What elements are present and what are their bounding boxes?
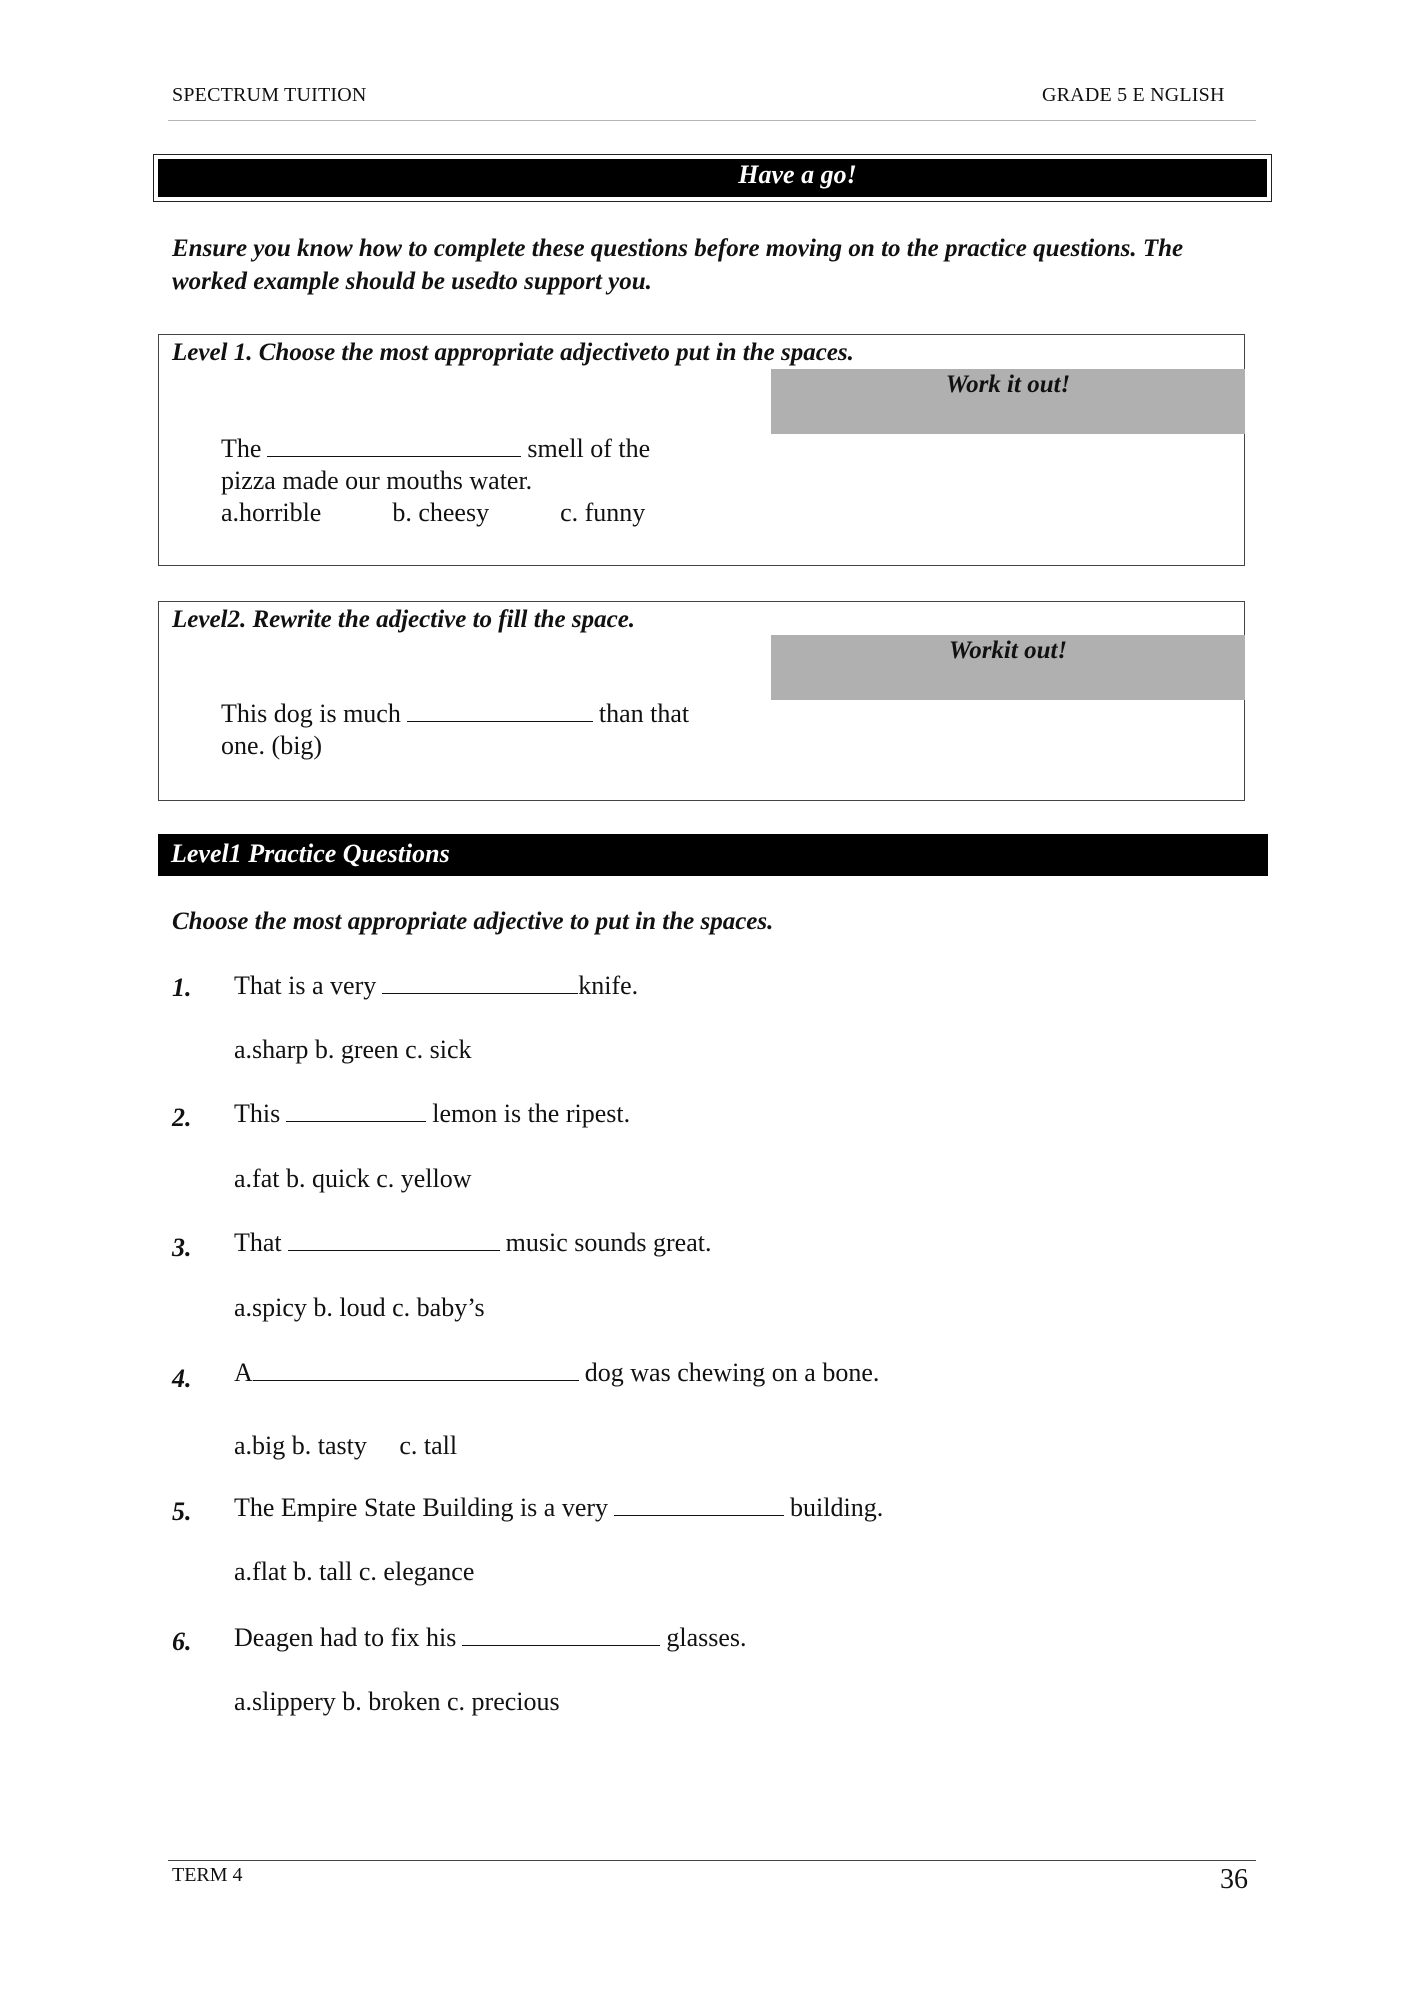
header-right-title: GRADE 5 E NGLISH — [1042, 84, 1225, 106]
answer-blank[interactable] — [382, 971, 578, 994]
question-after-text: lemon is the ripest. — [432, 1099, 631, 1128]
practice-instruction: Choose the most appropriate adjective to put in the spaces. — [172, 908, 774, 935]
level1-option-b: b. cheesy — [392, 498, 490, 527]
question-sentence — [234, 970, 638, 1002]
question-after-text: dog was chewing on a bone. — [584, 1358, 880, 1387]
level2-box-title: Level2. Rewrite the adjective to fill the space. — [172, 606, 636, 633]
question-number: 3. — [172, 1233, 192, 1262]
question-before-text: Deagen had to fix his — [234, 1623, 457, 1652]
question-after-text: music sounds great. — [505, 1228, 712, 1257]
question-options: a.sharp b. green c. sick — [234, 1035, 472, 1064]
question-number: 4. — [172, 1364, 192, 1393]
question-options: a.flat b. tall c. elegance — [234, 1557, 475, 1586]
question-sentence — [234, 1098, 630, 1130]
practice-section-banner — [158, 834, 1268, 876]
page-number: 36 — [1220, 1864, 1248, 1895]
have-a-go-banner — [153, 154, 1272, 202]
work-it-out-panel — [771, 635, 1245, 700]
question-options: a.fat b. quick c. yellow — [234, 1164, 472, 1193]
intro-text: Ensure you know how to complete these questions before moving on to the practice questions. The worked example should be usedto support you. — [172, 235, 1184, 295]
question-number: 6. — [172, 1627, 192, 1656]
question-after-text: building. — [790, 1493, 884, 1522]
level1-option-a: a.horrible — [221, 498, 322, 527]
question-sentence — [234, 1227, 711, 1259]
answer-blank[interactable] — [267, 434, 521, 457]
footer-divider — [168, 1860, 1256, 1861]
question-number: 5. — [172, 1497, 192, 1526]
question-number: 2. — [172, 1103, 192, 1132]
answer-blank[interactable] — [288, 1228, 500, 1251]
question-before-text: The Empire State Building is a very — [234, 1493, 609, 1522]
level1-box-title: Level 1. Choose the most appropriate adjectiveto put in the spaces. — [172, 339, 854, 366]
footer-term: TERM 4 — [172, 1864, 243, 1886]
work-it-out-label: Workit out! — [948, 637, 1068, 664]
work-it-out-panel — [771, 369, 1245, 434]
question-sentence — [234, 1357, 879, 1389]
level1-sentence-line1 — [221, 433, 650, 465]
question-before-text: This — [234, 1099, 281, 1128]
question-number: 1. — [172, 973, 192, 1002]
answer-blank[interactable] — [614, 1493, 784, 1516]
question-options: a.spicy b. loud c. baby’s — [234, 1293, 485, 1322]
answer-blank[interactable] — [286, 1099, 426, 1122]
question-before-text: That — [234, 1228, 282, 1257]
question-sentence — [234, 1492, 883, 1524]
level1-sentence-line2: pizza made our mouths water. — [221, 466, 533, 495]
question-after-text: glasses. — [666, 1623, 747, 1652]
banner-title: Have a go! — [738, 160, 857, 189]
question-options: a.big b. tasty c. tall — [234, 1431, 458, 1460]
answer-blank[interactable] — [462, 1623, 660, 1646]
level1-option-c: c. funny — [560, 498, 646, 527]
level2-sentence-end: than that — [598, 699, 690, 728]
question-before-text: That is a very — [234, 971, 377, 1000]
level2-sentence-line1 — [221, 698, 689, 730]
level1-options — [221, 497, 645, 529]
banner-fill — [158, 159, 1267, 197]
level1-example-box — [158, 334, 1245, 566]
level2-sentence-start: This dog is much — [221, 699, 401, 728]
question-before-text: A — [234, 1358, 253, 1387]
question-options: a.slippery b. broken c. precious — [234, 1687, 560, 1716]
header-left-title: SPECTRUM TUITION — [172, 84, 367, 106]
level1-sentence-start: The — [221, 434, 262, 463]
question-after-text: knife. — [578, 971, 639, 1000]
header-divider — [168, 120, 1256, 121]
level1-sentence-end: smell of the — [527, 434, 651, 463]
practice-section-title: Level1 Practice Questions — [171, 839, 450, 868]
work-it-out-label: Work it out! — [945, 371, 1071, 398]
answer-blank[interactable] — [407, 699, 593, 722]
level2-sentence-line2: one. (big) — [221, 731, 323, 760]
question-sentence — [234, 1622, 747, 1654]
level2-example-box — [158, 601, 1245, 801]
answer-blank[interactable] — [253, 1358, 579, 1381]
